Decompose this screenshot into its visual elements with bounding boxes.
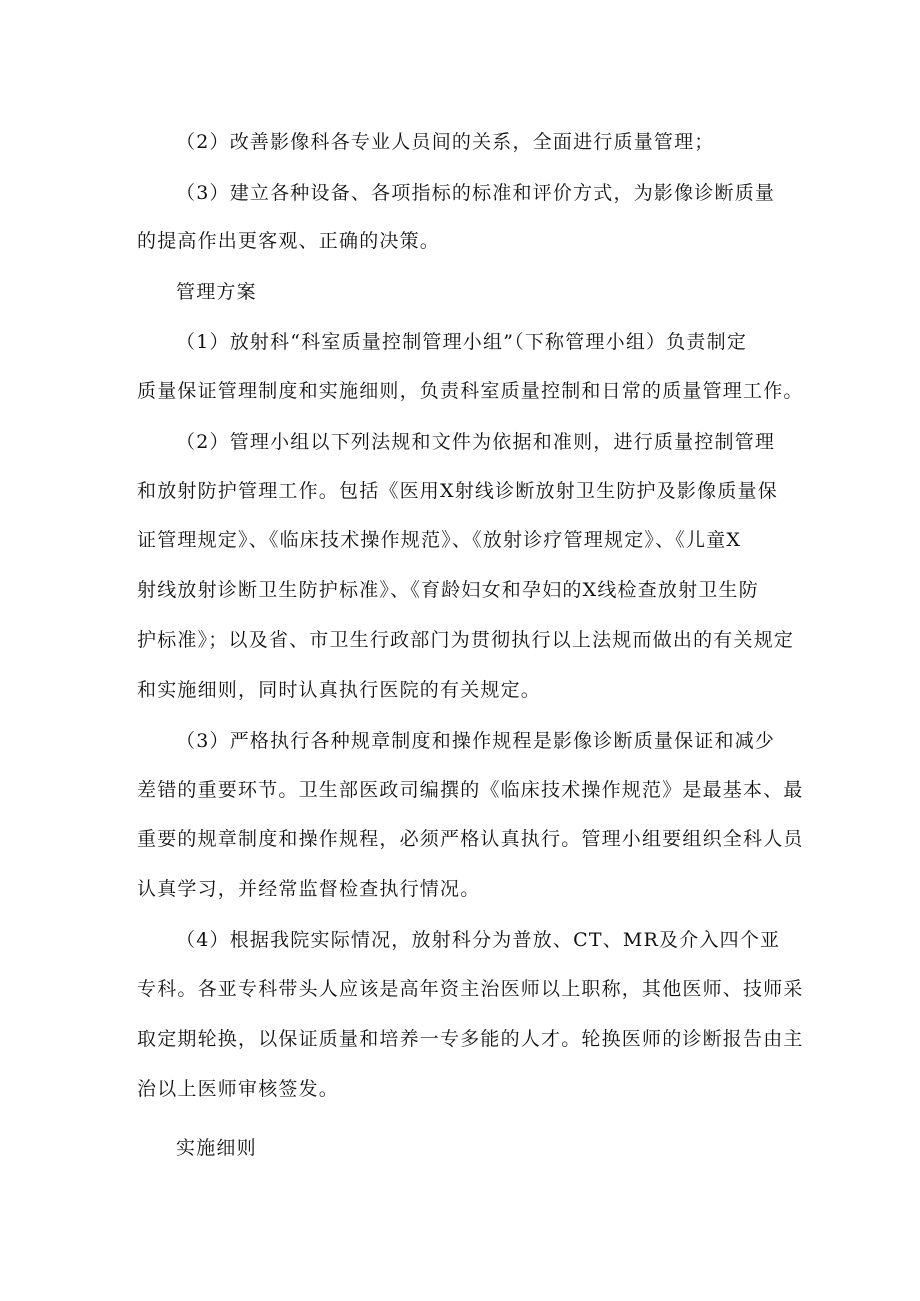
paragraph-goal-3-line-1: （3）建立各种设备、各项指标的标准和评价方式，为影像诊断质量: [176, 182, 776, 204]
paragraph-plan-3-line-4: 认真学习，并经常监督检查执行情况。: [137, 878, 481, 900]
paragraph-plan-1-line-1: （1）放射科“科室质量控制管理小组”（下称管理小组）负责制定: [176, 331, 748, 353]
paragraph-plan-2-line-4: 射线放射诊断卫生防护标准》、《育龄妇女和孕妇的X线检查放射卫生防: [137, 579, 759, 601]
paragraph-plan-2-line-3: 证管理规定》、《临床技术操作规范》、《放射诊疗管理规定》、《儿童X: [137, 529, 742, 551]
section-heading-implementation-details: 实施细则: [176, 1137, 257, 1159]
paragraph-plan-3-line-1: （3）严格执行各种规章制度和操作规程是影像诊断质量保证和减少: [176, 730, 776, 752]
paragraph-plan-3-line-3: 重要的规章制度和操作规程，必须严格认真执行。管理小组要组织全科人员: [137, 828, 804, 850]
paragraph-plan-2-line-6: 和实施细则，同时认真执行医院的有关规定。: [137, 679, 542, 701]
paragraph-plan-3-line-2: 差错的重要环节。卫生部医政司编撰的《临床技术操作规范》是最基本、最: [137, 779, 804, 801]
paragraph-plan-4-line-1: （4）根据我院实际情况，放射科分为普放、CT、MR及介入四个亚: [176, 929, 781, 951]
paragraph-plan-1-line-2: 质量保证管理制度和实施细则，负责科室质量控制和日常的质量管理工作。: [137, 380, 804, 402]
paragraph-plan-2-line-1: （2）管理小组以下列法规和文件为依据和准则，进行质量控制管理: [176, 431, 776, 453]
paragraph-plan-4-line-3: 取定期轮换，以保证质量和培养一专多能的人才。轮换医师的诊断报告由主: [137, 1028, 804, 1050]
paragraph-goal-2-line-1: （2）改善影像科各专业人员间的关系，全面进行质量管理；: [176, 131, 715, 153]
paragraph-plan-4-line-4: 治以上医师审核签发。: [137, 1078, 340, 1100]
paragraph-plan-4-line-2: 专科。各亚专科带头人应该是高年资主治医师以上职称，其他医师、技师采: [137, 978, 804, 1000]
section-heading-management-plan: 管理方案: [176, 281, 257, 303]
paragraph-plan-2-line-5: 护标准》；以及省、市卫生行政部门为贯彻执行以上法规而做出的有关规定: [137, 629, 795, 651]
paragraph-plan-2-line-2: 和放射防护管理工作。包括《医用X射线诊断放射卫生防护及影像质量保: [137, 480, 778, 502]
paragraph-goal-3-line-2: 的提高作出更客观、正确的决策。: [137, 230, 441, 252]
